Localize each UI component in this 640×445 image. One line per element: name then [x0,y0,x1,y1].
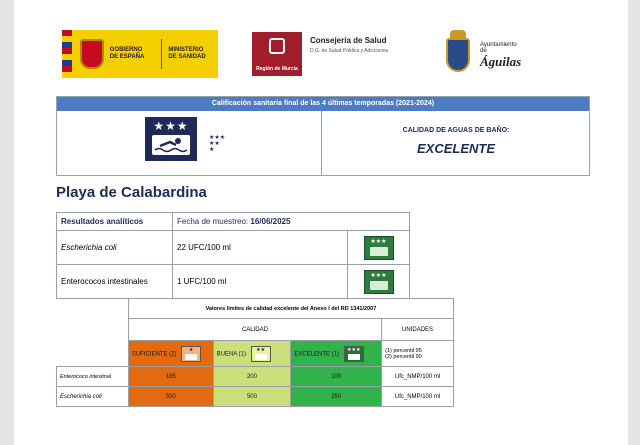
table-row [57,265,410,299]
calidad-header: CALIDAD [128,319,381,341]
quality-value: EXCELENTE [416,141,495,156]
one-star-badge-icon: ★ [181,346,201,362]
logo-separator [161,39,162,69]
page-edge-left [0,0,14,445]
table-row [57,387,454,407]
quality-badge-cell [348,231,410,265]
eu-stars-icon: ★★★ ★★ ★ [209,135,226,153]
spanish-flag-icon [62,30,72,78]
parameter-value: 1 UFC/100 ml [173,265,348,299]
level-buena: BUENA (1) ★★ [213,341,291,367]
classification-badges [57,111,322,175]
sample-date-label: Fecha de muestreo: [177,217,249,226]
limit-parameter-name: Enterococo intestinal [57,367,129,387]
results-header-row [57,213,410,231]
swimmer-icon [370,281,388,290]
limits-title-row [57,299,454,319]
limits-title: Valores límites de calidad excelente del Anexo I del RD 1341/2007 [128,299,453,319]
beach-title: Playa de Calabardina [56,184,207,201]
limit-value-suficiente: 185 [128,367,213,387]
quality-label: CALIDAD DE AGUAS DE BAÑO: [402,127,510,134]
parameter-name: Enterococos intestinales [57,265,173,299]
three-star-badge-icon: ★★★ [344,346,364,362]
table-row [57,367,454,387]
level-suficiente: SUFICIENTE (2) ★ [128,341,213,367]
excellent-badge-icon: ★★★ [364,236,394,260]
classification-box [56,96,590,176]
badge-stars: ★★★ [153,119,189,133]
limit-value-buena: 200 [213,367,291,387]
limits-table [56,298,454,407]
murcia-crest-icon [269,38,285,54]
classification-heading: Calificación sanitaria final de las 4 últimas temporadas (2021-2024) [57,97,589,111]
classification-result [322,111,590,175]
aguilas-name: Águilas [480,54,522,69]
gobierno-text: GOBIERNO DE ESPAÑA [109,47,145,60]
excellent-badge-icon: ★★★ [364,270,394,294]
results-table [56,212,410,299]
swimmer-icon [152,135,190,155]
consejeria-subtitle: D.G. de Salud Pública y Adicciones [310,48,389,54]
limit-parameter-name: Escherichia coli [57,387,129,407]
sample-date: 16/06/2025 [250,217,291,226]
percentile-notes: (1) percentil 95 (2) percentil 90 [382,341,454,367]
consejeria-title: Consejería de Salud [310,36,387,45]
results-title: Resultados analíticos [57,213,173,231]
swimmer-icon [370,247,388,256]
limits-levels-row [57,341,454,367]
ministerio-text: MINISTERIO DE SANIDAD [168,47,206,60]
two-star-badge-icon: ★★ [251,346,271,362]
parameter-value: 22 UFC/100 ml [173,231,348,265]
level-excelente: EXCELENTE (1) ★★★ [291,341,382,367]
page-edge-right [628,0,640,445]
limit-value-excelente: 250 [291,387,382,407]
aguilas-crest-icon [444,30,472,76]
table-row [57,231,410,265]
limit-value-excelente: 100 [291,367,382,387]
sample-date-cell [173,213,410,231]
quality-badge-cell [348,265,410,299]
bathing-quality-badge-icon [145,117,197,161]
region-murcia-logo [252,32,302,76]
spain-government-logo [62,30,218,78]
limit-value-buena: 500 [213,387,291,407]
parameter-name: Escherichia coli [57,231,173,265]
unidades-header: UNIDADES [382,319,454,341]
limits-calidad-row [57,319,454,341]
coat-of-arms-icon [80,39,104,69]
limit-unit: Ufc_NMP/100 ml [382,367,454,387]
limit-unit: Ufc_NMP/100 ml [382,387,454,407]
limit-value-suficiente: 500 [128,387,213,407]
aguilas-ayuntamiento-text: Ayuntamiento de [480,42,517,54]
murcia-logo-text: Región de Murcia [256,66,298,72]
